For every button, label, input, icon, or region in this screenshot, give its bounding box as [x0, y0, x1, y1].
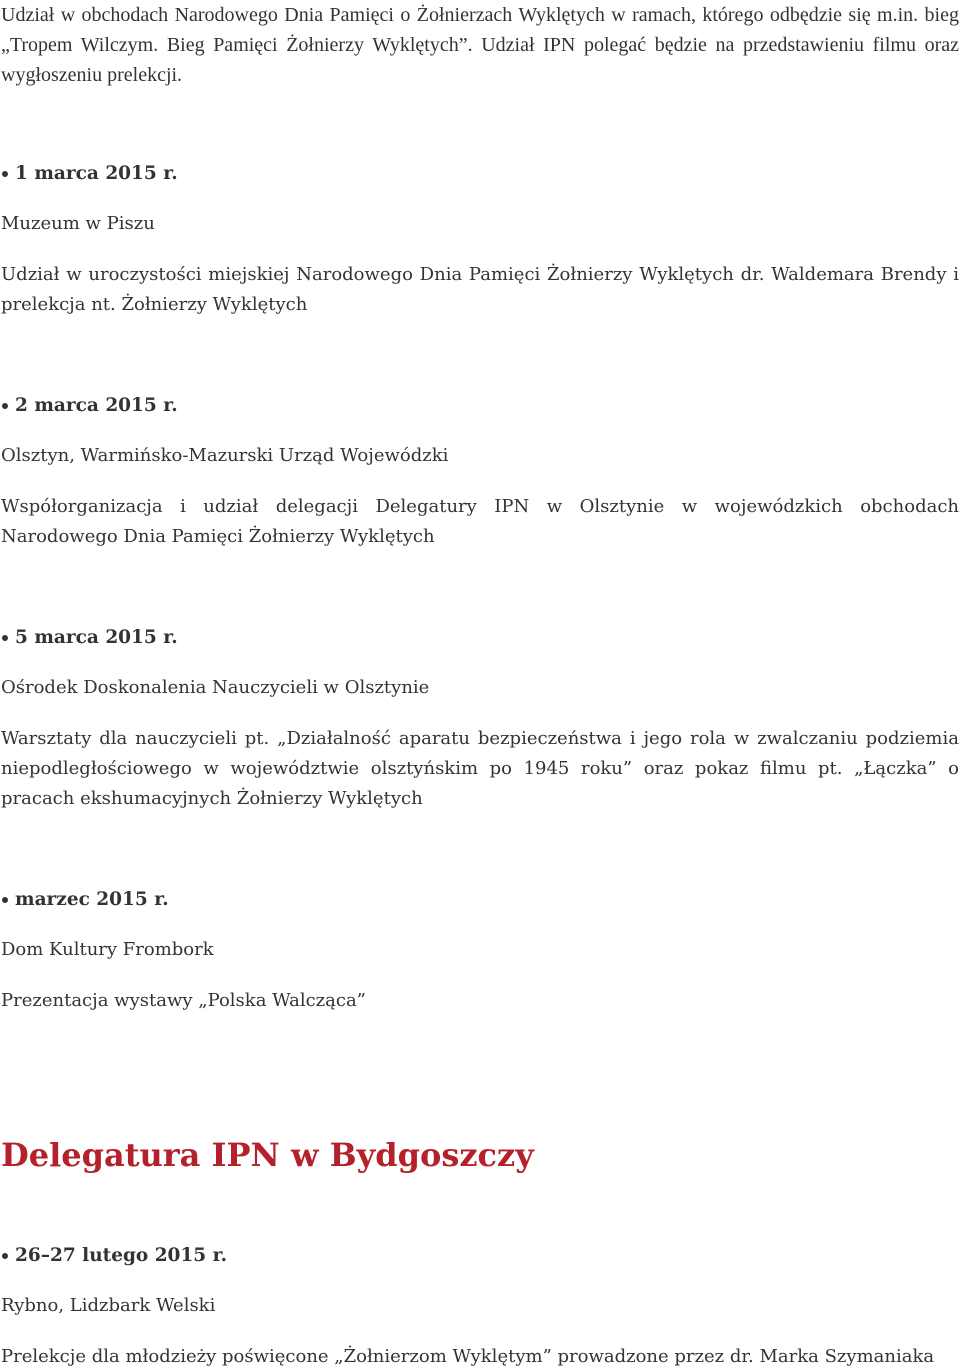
bullet-icon: [2, 171, 8, 177]
event-date-row: [0, 391, 960, 421]
event-place: Dom Kultury Frombork: [1, 939, 214, 960]
event-place: Muzeum w Piszu: [1, 213, 155, 234]
event-item: [0, 623, 960, 814]
event-date-row: [0, 885, 960, 915]
bullet-icon: [2, 897, 8, 903]
event-description: Prelekcje dla młodzieży poświęcone „Żołnierzom Wyklętym” prowadzone przez dr. Marka Szymaniaka: [1, 1346, 935, 1367]
event-date: 2 marca 2015 r.: [15, 395, 178, 416]
event-item: [0, 1241, 960, 1372]
event-place: Olsztyn, Warmińsko-Mazurski Urząd Wojewódzki: [1, 445, 449, 466]
intro-paragraph: Udział w obchodach Narodowego Dnia Pamięci o Żołnierzach Wyklętych w ramach, którego odbędzie się m.in. bieg „Tropem Wilczym. Bieg Pamięci Żołnierzy Wyklętych”. Udział IPN polegać będzie na przedstawieniu filmu oraz wygłoszeniu prelekcji.: [1, 4, 959, 86]
event-date-row: [0, 1241, 960, 1271]
bullet-icon: [2, 403, 8, 409]
event-item: [0, 159, 960, 320]
event-description: Prezentacja wystawy „Polska Walcząca”: [1, 990, 366, 1011]
event-date: marzec 2015 r.: [15, 889, 169, 910]
bullet-icon: [2, 1253, 8, 1259]
section-heading: Delegatura IPN w Bydgoszczy: [1, 1136, 534, 1174]
event-date-row: [0, 623, 960, 653]
bullet-icon: [2, 635, 8, 641]
event-date: 5 marca 2015 r.: [15, 627, 178, 648]
event-place: Ośrodek Doskonalenia Nauczycieli w Olsztynie: [1, 677, 430, 698]
event-place: Rybno, Lidzbark Welski: [1, 1295, 216, 1316]
event-item: [0, 885, 960, 1016]
event-date: 26–27 lutego 2015 r.: [15, 1245, 228, 1266]
event-description: Warsztaty dla nauczycieli pt. „Działalność aparatu bezpieczeństwa i jego rola w zwalczaniu podziemia niepodległościowego w województwie olsztyńskim po 1945 roku” oraz pokaz filmu pt. „Łączka” o pracach ekshumacyjnych Żołnierzy Wyklętych: [1, 728, 959, 809]
event-description: Współorganizacja i udział delegacji Delegatury IPN w Olsztynie w wojewódzkich obchodach Narodowego Dnia Pamięci Żołnierzy Wyklętych: [1, 496, 959, 547]
event-description: Udział w uroczystości miejskiej Narodowego Dnia Pamięci Żołnierzy Wyklętych dr. Waldemara Brendy i prelekcja nt. Żołnierzy Wyklętych: [1, 264, 959, 315]
event-date: 1 marca 2015 r.: [15, 163, 178, 184]
event-item: [0, 391, 960, 552]
event-date-row: [0, 159, 960, 189]
